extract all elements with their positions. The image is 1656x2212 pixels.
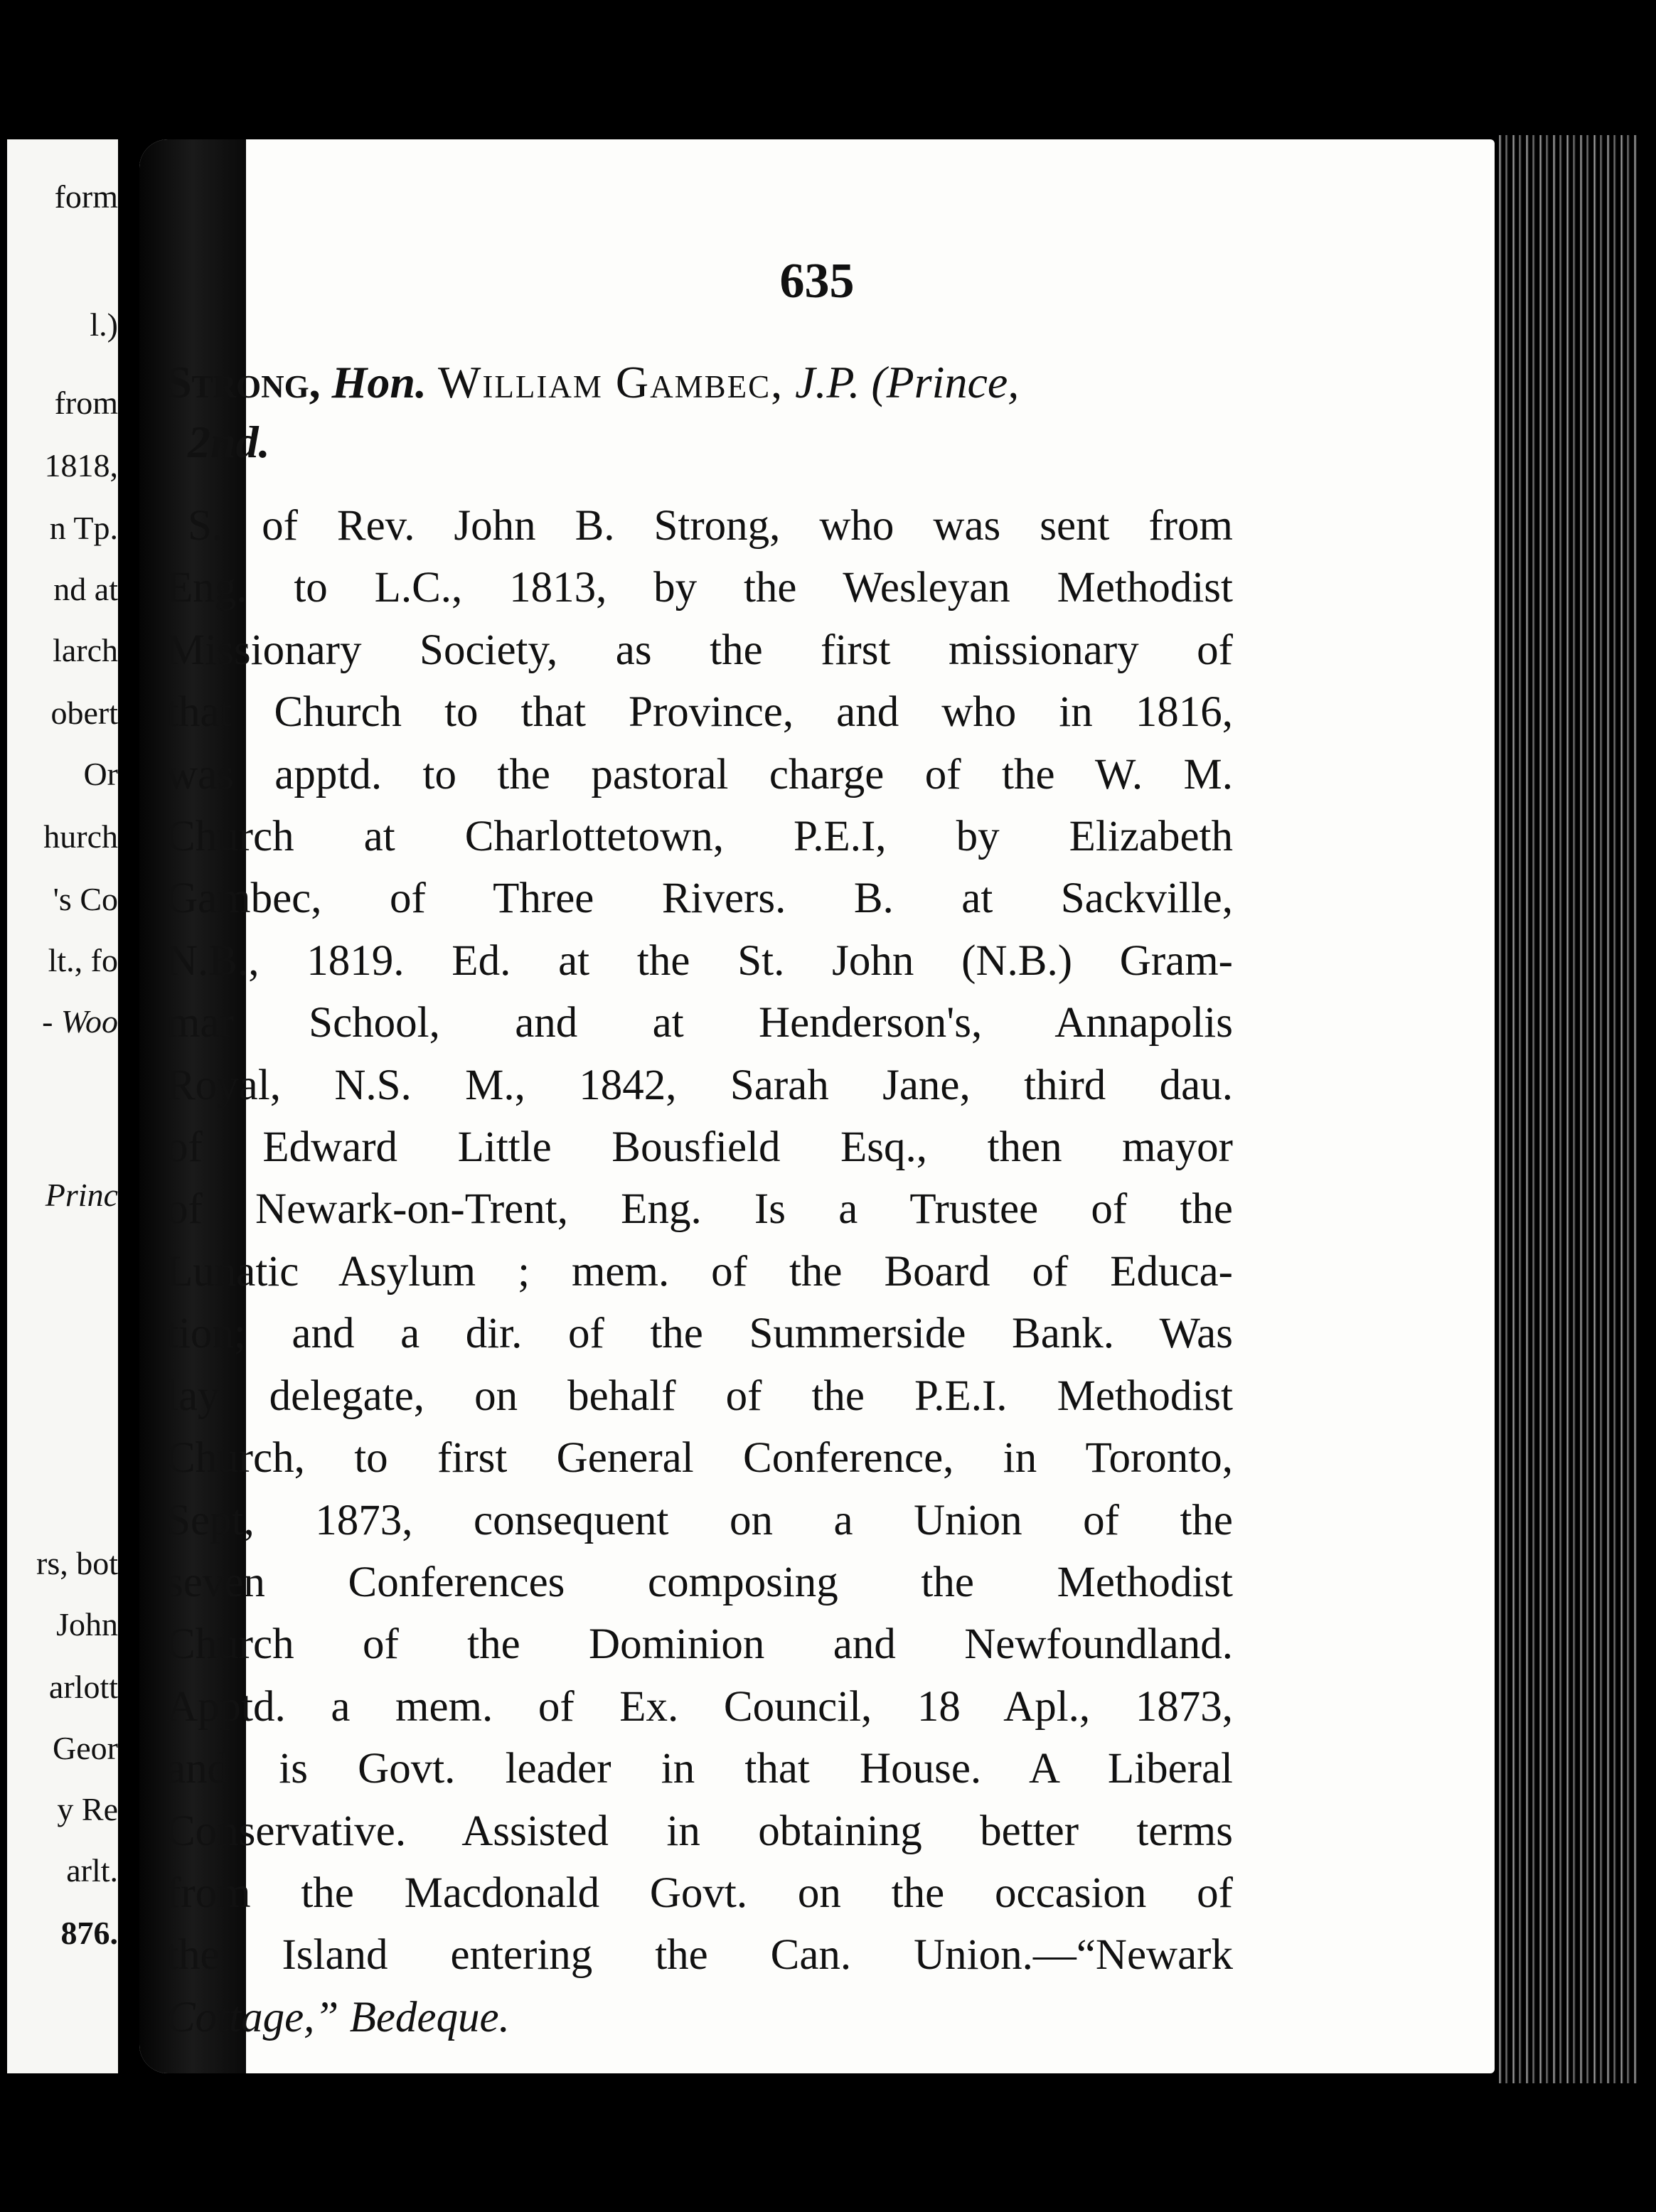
left-fragment: n Tp. (49, 510, 118, 546)
entry-heading (166, 353, 1375, 472)
left-fragment: arlt. (66, 1852, 118, 1888)
left-fragment: larch (53, 632, 118, 668)
closing-address-text: Cottage,” Bedeque. (166, 1993, 510, 2041)
bio-line: of Newark-on-Trent, Eng. Is a Trustee of the (166, 1185, 1233, 1234)
page-edges (1495, 135, 1637, 2083)
entry-surname: Strong, (166, 357, 321, 407)
bio-line: and is Govt. leader in that House. A Liberal (166, 1745, 1233, 1793)
left-fragment: Geor (53, 1730, 118, 1766)
left-fragment: rs, bot (36, 1545, 118, 1581)
page-number: 635 (779, 254, 855, 309)
bio-line: Lunatic Asylum ; mem. of the Board of Educa- (166, 1247, 1233, 1295)
bio-line: Conservative. Assisted in obtaining better terms (166, 1807, 1233, 1855)
bio-line: S. of Rev. John B. Strong, who was sent from (188, 502, 1233, 550)
entry-title: J.P. (795, 357, 860, 407)
left-fragment: 's Co (53, 881, 118, 917)
entry-honorific: Hon. (331, 357, 427, 407)
bio-line: Apptd. a mem. of Ex. Council, 18 Apl., 1873, (166, 1682, 1233, 1731)
left-fragment: hurch (43, 818, 118, 855)
bio-line: Missionary Society, as the first missionary of (166, 626, 1233, 674)
bio-line: Eng. to L.C., 1813, by the Wesleyan Methodist (166, 564, 1233, 612)
left-fragment: obert (50, 695, 118, 731)
bio-line: Church, to first General Conference, in Toronto, (166, 1434, 1233, 1482)
bio-line: of Edward Little Bousfield Esq., then mayor (166, 1123, 1233, 1172)
left-fragment: nd at (53, 571, 118, 607)
left-fragment: 876. (60, 1915, 118, 1951)
left-fragment: lt., fo (48, 942, 118, 978)
left-fragment: John (56, 1606, 118, 1642)
bio-line: the Island entering the Can. Union.—“Newark (166, 1931, 1233, 1979)
bio-line: was apptd. to the pastoral charge of the W. M. (166, 750, 1233, 798)
bio-line: Sept, 1873, consequent on a Union of the (166, 1496, 1233, 1544)
entry-constituency: (Prince, (871, 357, 1020, 407)
closing-address (166, 1987, 1233, 2048)
left-fragment: l.) (90, 306, 118, 343)
bio-line: Gambec, of Three Rivers. B. at Sackville, (166, 875, 1233, 923)
left-fragment: y Re (57, 1791, 118, 1827)
left-fragment: 1818, (44, 447, 118, 483)
left-fragment: arlott (48, 1669, 118, 1705)
bio-line: tion; and a dir. of the Summerside Bank. Was (166, 1310, 1233, 1358)
bio-line: lay delegate, on behalf of the P.E.I. Methodist (166, 1372, 1233, 1420)
entry-given-names: William Gambec, (437, 357, 784, 407)
bio-line: seven Conferences composing the Methodist (166, 1558, 1233, 1606)
left-fragment: Princ (45, 1177, 118, 1213)
left-fragment: from (54, 385, 118, 421)
bio-line: that Church to that Province, and who in 1816, (166, 688, 1233, 737)
bio-line: Church at Charlottetown, P.E.I, by Elizabeth (166, 813, 1233, 861)
biography-text (166, 495, 1233, 2048)
left-fragment: - Woo (42, 1003, 118, 1040)
entry-district: 2nd. (188, 417, 270, 467)
bio-line: from the Macdonald Govt. on the occasion of (166, 1869, 1233, 1917)
bio-line: Church of the Dominion and Newfoundland. (166, 1620, 1233, 1669)
bio-line: N.B., 1819. Ed. at the St. John (N.B.) Gram- (166, 936, 1233, 985)
left-fragment: form (54, 178, 118, 215)
bio-line: mar School, and at Henderson's, Annapolis (166, 999, 1233, 1047)
book-page (139, 139, 1495, 2073)
bio-line: Royal, N.S. M., 1842, Sarah Jane, third dau. (166, 1061, 1233, 1109)
adjacent-page-strip (7, 139, 118, 2073)
left-fragment: Or (83, 756, 118, 792)
